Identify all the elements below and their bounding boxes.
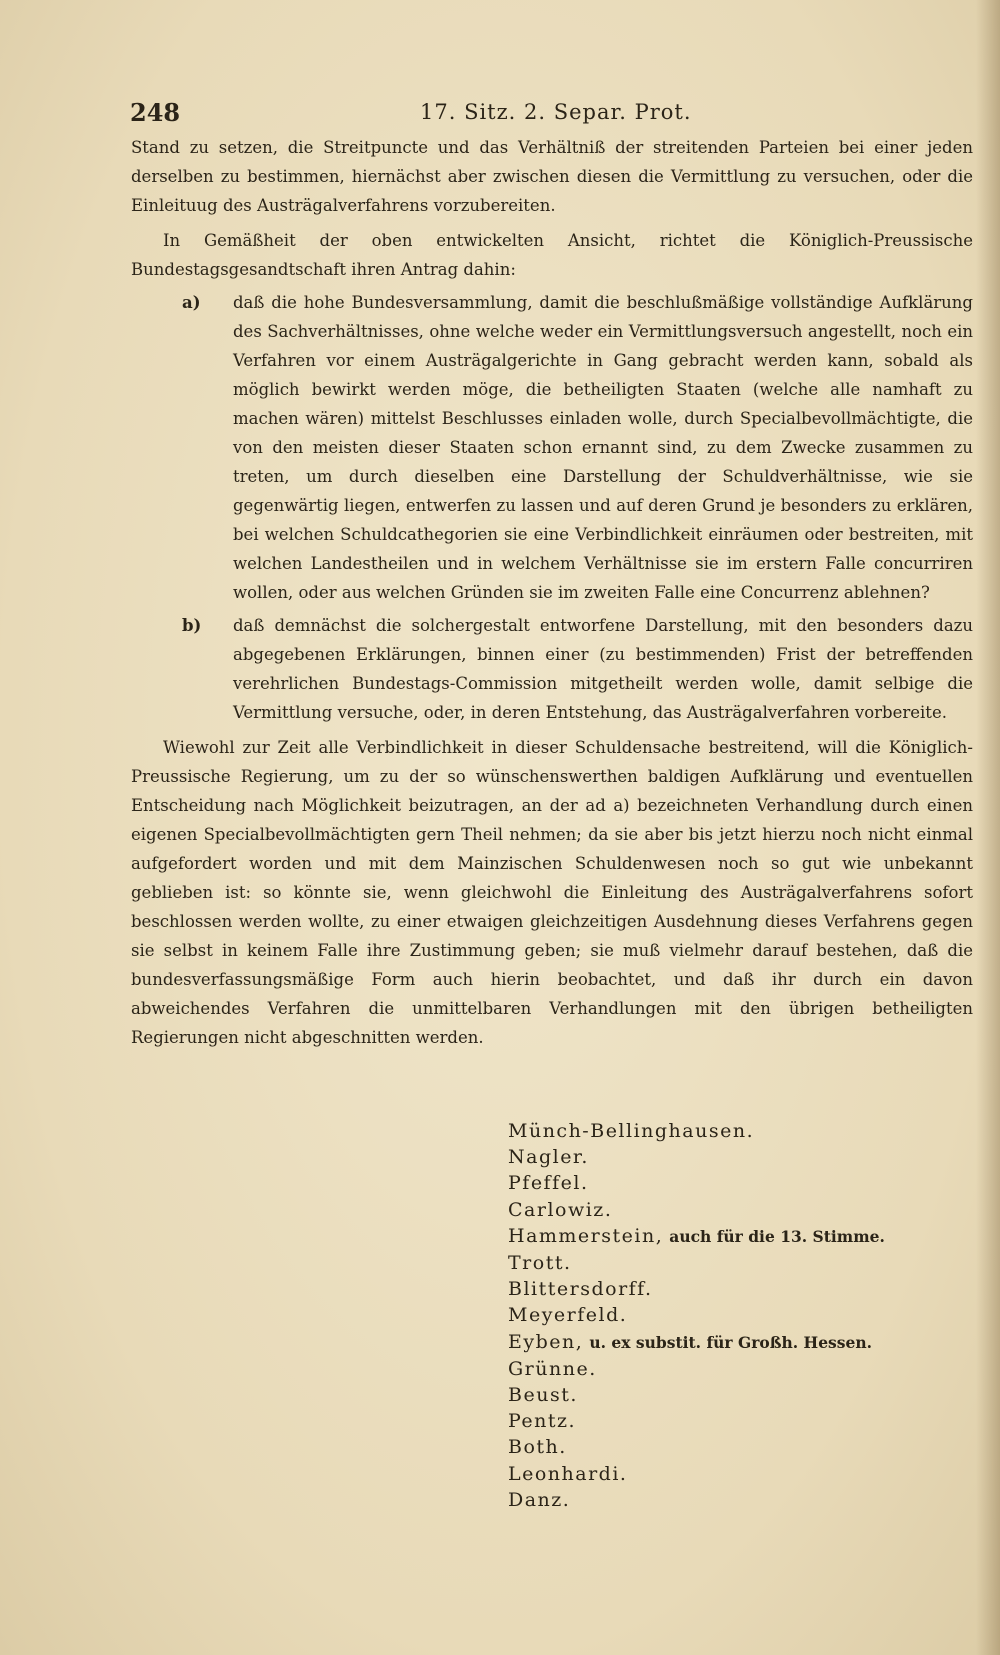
- item-b-label: b): [182, 616, 202, 635]
- signature-line: [508, 1356, 978, 1382]
- signature-name: Eyben,: [508, 1330, 584, 1353]
- signature-line: [508, 1170, 978, 1196]
- signature-name: Carlowiz.: [508, 1198, 613, 1221]
- signature-name: Nagler.: [508, 1146, 589, 1169]
- body-text: [131, 133, 973, 1052]
- page-shadow-edge: [976, 0, 1000, 1655]
- signature-name: Pentz.: [508, 1410, 577, 1433]
- signature-name: Leonhardi.: [508, 1462, 628, 1485]
- page-header: [130, 98, 870, 128]
- signature-line: [508, 1197, 978, 1223]
- signature-name: Beust.: [508, 1384, 578, 1407]
- signature-name: Meyerfeld.: [508, 1304, 628, 1327]
- page-number: 248: [130, 98, 181, 127]
- declaration-paragraph: Wiewohl zur Zeit alle Verbindlichkeit in dieser Schuldensache bestreitend, will die Königlich-Preussische Regierung, um zu der so wünschenswerthen baldigen Aufklärung und eventuellen Entscheidung nach Möglichkeit beizutragen, an der ad a) bezeichneten Verhandlung durch einen eigenen Specialbevollmächtigten gern Theil nehmen; da sie aber bis jetzt hierzu noch nicht einmal aufgefordert worden und mit dem Mainzischen Schuldenwesen noch so gut wie unbekannt geblieben ist: so könnte sie, wenn gleichwohl die Einleitung des Austrägalverfahrens sofort beschlossen werden wollte, zu einer etwaigen gleichzeitigen Ausdehnung dieses Verfahrens gegen sie selbst in keinem Falle ihre Zustimmung geben; sie muß vielmehr darauf bestehen, daß die bundesverfassungsmäßige Form auch hierin beobachtet, und daß ihr durch ein davon abweichendes Verfahren die unmittelbaren Verhandlungen mit den übrigen betheiligten Regierungen nicht abgeschnitten werden.: [131, 738, 973, 1047]
- signature-line: [508, 1408, 978, 1434]
- signature-name: Pfeffel.: [508, 1172, 589, 1195]
- signature-name: Trott.: [508, 1252, 572, 1275]
- signature-name: Blittersdorff.: [508, 1278, 653, 1301]
- signature-line: [508, 1118, 978, 1144]
- signature-note: u. ex substit. für Großh. Hessen.: [589, 1332, 873, 1352]
- list-item-a: [131, 288, 973, 607]
- signature-note: auch für die 13. Stimme.: [669, 1226, 885, 1246]
- intro-paragraph: Stand zu setzen, die Streitpuncte und das Verhältniß der streitenden Parteien bei einer jeden derselben zu bestimmen, hiernächst aber zwischen diesen die Vermittlung zu versuchen, oder die Einleituug des Austrägalverfahrens vorzubereiten.: [131, 138, 973, 215]
- signature-name: Danz.: [508, 1488, 571, 1511]
- signature-line: [508, 1144, 978, 1170]
- motion-paragraph: In Gemäßheit der oben entwickelten Ansicht, richtet die Königlich-Preussische Bundestagsgesandtschaft ihren Antrag dahin:: [131, 231, 973, 279]
- signature-list: [508, 1118, 978, 1513]
- item-b-text: daß demnächst die solchergestalt entworfene Darstellung, mit den besonders dazu abgegebenen Erklärungen, binnen einer (zu bestimmenden) Frist der betreffenden verehrlichen Bundestags-Commission mitgetheilt werden wolle, damit selbige die Vermittlung versuche, oder, in deren Entstehung, das Austrägalverfahren vorbereite.: [233, 616, 973, 722]
- signature-line: [508, 1250, 978, 1276]
- signature-line: [508, 1329, 978, 1356]
- item-a-text: daß die hohe Bundesversammlung, damit die beschlußmäßige vollständige Aufklärung des Sachverhältnisses, ohne welche weder ein Vermittlungsversuch angestellt, noch ein Verfahren vor einem Austrägalgerichte in Gang gebracht werden kann, sobald als möglich bewirkt werden möge, die betheiligten Staaten (welche alle namhaft zu machen wären) mittelst Beschlusses einladen wolle, durch Specialbevollmächtigte, die von den meisten dieser Staaten schon ernannt sind, zu dem Zwecke zusammen zu treten, um durch dieselben eine Darstellung der Schuldverhältnisse, wie sie gegenwärtig liegen, entwerfen zu lassen und auf deren Grund je besonders zu erklären, bei welchen Schuldcathegorien sie eine Verbindlichkeit einräumen oder bestreiten, mit welchen Landestheilen und in welchem Verhältnisse sie im erstern Falle concurriren wollen, oder aus welchen Gründen sie im zweiten Falle eine Concurrenz ablehnen?: [233, 293, 973, 602]
- signature-name: Münch-Bellinghausen.: [508, 1120, 755, 1142]
- signature-line: [508, 1382, 978, 1408]
- signature-name: Hammerstein,: [508, 1224, 664, 1247]
- signature-name: Grünne.: [508, 1357, 597, 1380]
- signature-line: [508, 1302, 978, 1328]
- item-a-label: a): [182, 293, 201, 312]
- list-item-b: [131, 611, 973, 727]
- signature-line: [508, 1461, 978, 1487]
- signature-line: [508, 1276, 978, 1302]
- running-title: 17. Sitz. 2. Separ. Prot.: [420, 100, 692, 124]
- signature-line: [508, 1223, 978, 1250]
- signature-name: Both.: [508, 1436, 567, 1459]
- signature-line: [508, 1434, 978, 1460]
- signature-line: [508, 1487, 978, 1513]
